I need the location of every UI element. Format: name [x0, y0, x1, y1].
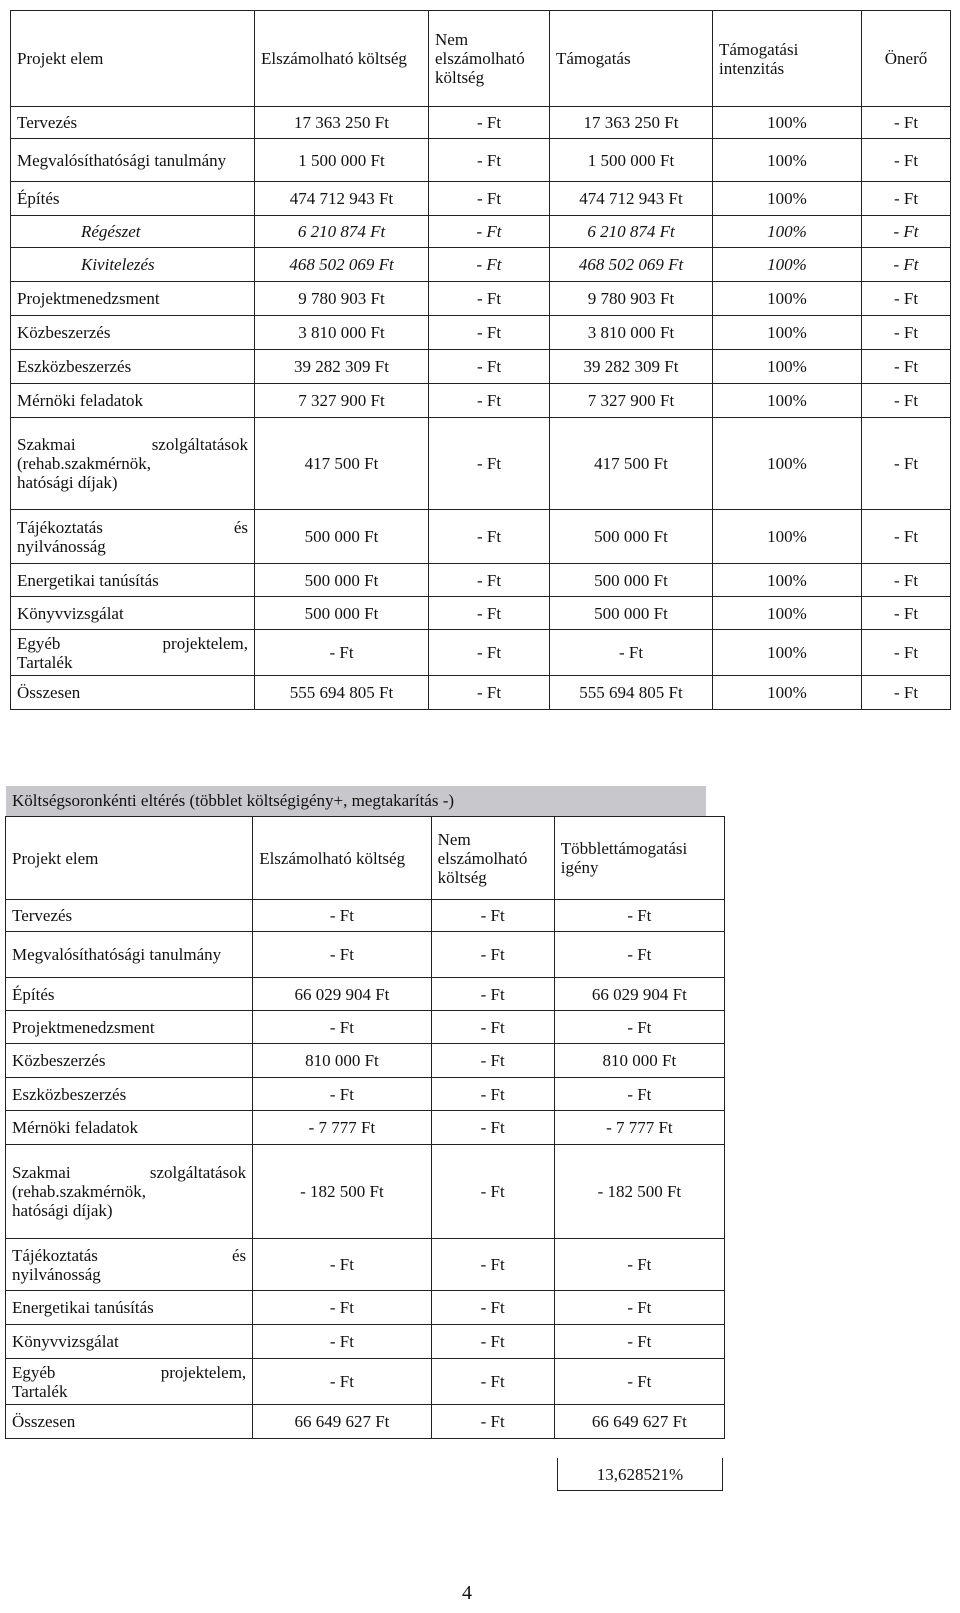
cell-elszamolhato: - Ft [253, 1291, 431, 1325]
cell-tamogatas: 555 694 805 Ft [550, 676, 713, 710]
row-label [11, 510, 255, 564]
support-percentage: 13,628521% [557, 1458, 723, 1491]
cell-nem-elszamolhato: - Ft [429, 676, 550, 710]
cell-nem-elszamolhato: - Ft [429, 597, 550, 630]
cell-nem-elszamolhato: - Ft [429, 182, 550, 216]
cell-onero: - Ft [862, 248, 951, 282]
table-row [11, 248, 951, 282]
cell-tamogatas: 468 502 069 Ft [550, 248, 713, 282]
cell-tobblettamogatas: 66 649 627 Ft [554, 1405, 724, 1439]
row-label: Energetikai tanúsítás [6, 1291, 253, 1325]
cell-elszamolhato: - Ft [253, 1011, 431, 1044]
cell-tamogatas: 1 500 000 Ft [550, 139, 713, 182]
cell-elszamolhato: 7 327 900 Ft [255, 384, 429, 418]
label-part: (rehab.szakmérnök, [17, 454, 152, 473]
row-label: Könyvvizsgálat [6, 1325, 253, 1359]
cell-onero: - Ft [862, 510, 951, 564]
table-row [6, 932, 725, 978]
label-part: hatósági díjak) [17, 473, 118, 492]
table-row [11, 216, 951, 248]
cell-intenzitas: 100% [713, 597, 862, 630]
cell-nem-elszamolhato: - Ft [429, 216, 550, 248]
cell-elszamolhato: - Ft [255, 630, 429, 676]
cell-elszamolhato: 468 502 069 Ft [255, 248, 429, 282]
row-label: Közbeszerzés [6, 1044, 253, 1078]
cell-tobblettamogatas: - 7 777 Ft [554, 1111, 724, 1145]
cell-tamogatas: 7 327 900 Ft [550, 384, 713, 418]
cell-tobblettamogatas: 810 000 Ft [554, 1044, 724, 1078]
cell-elszamolhato: - 182 500 Ft [253, 1145, 431, 1239]
table-row [11, 418, 951, 510]
table-row [6, 1011, 725, 1044]
cell-onero: - Ft [862, 182, 951, 216]
row-label: Tervezés [6, 900, 253, 932]
cell-nem-elszamolhato: - Ft [429, 350, 550, 384]
cell-elszamolhato: 1 500 000 Ft [255, 139, 429, 182]
table-row [11, 282, 951, 316]
header-intenzitas: Támogatási intenzitás [713, 11, 862, 107]
cell-tamogatas: 17 363 250 Ft [550, 107, 713, 139]
row-label: Összesen [11, 676, 255, 710]
table-row [6, 900, 725, 932]
row-label [11, 418, 255, 510]
cell-intenzitas: 100% [713, 248, 862, 282]
cell-onero: - Ft [862, 418, 951, 510]
table-row [11, 107, 951, 139]
cell-tamogatas: 6 210 874 Ft [550, 216, 713, 248]
cell-intenzitas: 100% [713, 564, 862, 597]
cell-elszamolhato: 17 363 250 Ft [255, 107, 429, 139]
cell-intenzitas: 100% [713, 676, 862, 710]
cell-onero: - Ft [862, 384, 951, 418]
cell-onero: - Ft [862, 630, 951, 676]
cell-nem-elszamolhato: - Ft [429, 510, 550, 564]
cell-elszamolhato: 9 780 903 Ft [255, 282, 429, 316]
row-label: Megvalósíthatósági tanulmány [11, 139, 255, 182]
label-part: hatósági díjak) [12, 1201, 113, 1220]
cell-intenzitas: 100% [713, 182, 862, 216]
cell-intenzitas: 100% [713, 282, 862, 316]
row-label: Régészet [11, 216, 255, 248]
label-part: (rehab.szakmérnök, [12, 1182, 147, 1201]
header-projekt-elem: Projekt elem [6, 817, 253, 900]
label-part: nyilvánosság [12, 1264, 101, 1284]
cell-elszamolhato: 500 000 Ft [255, 564, 429, 597]
table-row [6, 1325, 725, 1359]
cell-nem-elszamolhato: - Ft [431, 1239, 554, 1291]
cell-elszamolhato: - Ft [253, 932, 431, 978]
cell-tamogatas: - Ft [550, 630, 713, 676]
cell-elszamolhato: - 7 777 Ft [253, 1111, 431, 1145]
cell-onero: - Ft [862, 564, 951, 597]
cell-onero: - Ft [862, 107, 951, 139]
cell-nem-elszamolhato: - Ft [431, 1359, 554, 1405]
cell-tamogatas: 417 500 Ft [550, 418, 713, 510]
row-label: Megvalósíthatósági tanulmány [6, 932, 253, 978]
cell-nem-elszamolhato: - Ft [431, 932, 554, 978]
table-row [11, 139, 951, 182]
label-part: Tartalék [12, 1381, 68, 1401]
table-row [11, 384, 951, 418]
table-row [6, 1145, 725, 1239]
cell-nem-elszamolhato: - Ft [431, 1291, 554, 1325]
cell-nem-elszamolhato: - Ft [431, 978, 554, 1011]
header-nem-elszamolhato: Nem elszámolható költség [431, 817, 554, 900]
cell-elszamolhato: 474 712 943 Ft [255, 182, 429, 216]
cell-tamogatas: 39 282 309 Ft [550, 350, 713, 384]
cell-nem-elszamolhato: - Ft [429, 282, 550, 316]
label-part: Szakmai [12, 1163, 71, 1182]
cell-elszamolhato: 6 210 874 Ft [255, 216, 429, 248]
row-label [6, 1239, 253, 1291]
cell-tamogatas: 3 810 000 Ft [550, 316, 713, 350]
cell-intenzitas: 100% [713, 384, 862, 418]
cell-elszamolhato: - Ft [253, 1359, 431, 1405]
cell-elszamolhato: 66 029 904 Ft [253, 978, 431, 1011]
table-header-row [6, 817, 725, 900]
cell-tobblettamogatas: - Ft [554, 1291, 724, 1325]
table-row [11, 316, 951, 350]
row-label: Mérnöki feladatok [6, 1111, 253, 1145]
row-label [6, 1145, 253, 1239]
row-label: Eszközbeszerzés [11, 350, 255, 384]
table-row [11, 510, 951, 564]
row-label: Összesen [6, 1405, 253, 1439]
cell-tobblettamogatas: - Ft [554, 1011, 724, 1044]
cell-nem-elszamolhato: - Ft [429, 384, 550, 418]
row-label [6, 1359, 253, 1405]
header-onero: Önerő [862, 11, 951, 107]
table-caption: Költségsoronkénti eltérés (többlet költségigény+, megtakarítás -) [6, 786, 706, 816]
header-tobblettamogatas: Többlettámogatási igény [554, 817, 724, 900]
table-row [6, 1078, 725, 1111]
label-part: Egyéb [12, 1362, 56, 1382]
row-label: Energetikai tanúsítás [11, 564, 255, 597]
cell-nem-elszamolhato: - Ft [431, 900, 554, 932]
header-elszamolhato: Elszámolható költség [255, 11, 429, 107]
header-tamogatas: Támogatás [550, 11, 713, 107]
table-row [11, 182, 951, 216]
cell-elszamolhato: - Ft [253, 900, 431, 932]
label-part: és [233, 517, 248, 537]
deviation-table [5, 816, 725, 1439]
cell-tobblettamogatas: - Ft [554, 1078, 724, 1111]
row-label: Projektmenedzsment [11, 282, 255, 316]
label-part: Tartalék [17, 652, 73, 672]
cell-elszamolhato: - Ft [253, 1325, 431, 1359]
cell-onero: - Ft [862, 216, 951, 248]
table-row [6, 1044, 725, 1078]
table-row [6, 1239, 725, 1291]
cell-elszamolhato: - Ft [253, 1078, 431, 1111]
cell-nem-elszamolhato: - Ft [431, 1405, 554, 1439]
cell-onero: - Ft [862, 350, 951, 384]
cell-onero: - Ft [862, 139, 951, 182]
cell-tamogatas: 500 000 Ft [550, 564, 713, 597]
cell-nem-elszamolhato: - Ft [429, 248, 550, 282]
cell-nem-elszamolhato: - Ft [429, 418, 550, 510]
row-label: Tervezés [11, 107, 255, 139]
label-part: Egyéb [17, 633, 61, 653]
table-row [6, 978, 725, 1011]
header-projekt-elem: Projekt elem [11, 11, 255, 107]
cell-tobblettamogatas: - Ft [554, 1239, 724, 1291]
table-header-row [11, 11, 951, 107]
row-label: Eszközbeszerzés [6, 1078, 253, 1111]
cell-elszamolhato: - Ft [253, 1239, 431, 1291]
label-part: Tájékoztatás [12, 1245, 98, 1265]
cell-tobblettamogatas: 66 029 904 Ft [554, 978, 724, 1011]
table-row [11, 350, 951, 384]
label-part: és [232, 1245, 247, 1265]
cell-elszamolhato: 3 810 000 Ft [255, 316, 429, 350]
cell-tobblettamogatas: - Ft [554, 900, 724, 932]
cell-elszamolhato: 417 500 Ft [255, 418, 429, 510]
cell-elszamolhato: 555 694 805 Ft [255, 676, 429, 710]
cell-onero: - Ft [862, 597, 951, 630]
cell-tamogatas: 500 000 Ft [550, 510, 713, 564]
cell-intenzitas: 100% [713, 316, 862, 350]
row-label: Projektmenedzsment [6, 1011, 253, 1044]
cell-nem-elszamolhato: - Ft [429, 564, 550, 597]
table-row [11, 564, 951, 597]
cell-intenzitas: 100% [713, 630, 862, 676]
cell-nem-elszamolhato: - Ft [431, 1111, 554, 1145]
table-row [11, 630, 951, 676]
row-label: Építés [6, 978, 253, 1011]
label-part: Szakmai [17, 435, 76, 454]
label-part: nyilvánosság [17, 536, 106, 556]
budget-table [10, 10, 951, 710]
cell-onero: - Ft [862, 316, 951, 350]
cell-tobblettamogatas: - Ft [554, 932, 724, 978]
cell-elszamolhato: 810 000 Ft [253, 1044, 431, 1078]
cell-intenzitas: 100% [713, 216, 862, 248]
cell-elszamolhato: 66 649 627 Ft [253, 1405, 431, 1439]
table-row [6, 1111, 725, 1145]
cell-nem-elszamolhato: - Ft [431, 1011, 554, 1044]
label-part: projektelem, [160, 1362, 247, 1382]
cell-tobblettamogatas: - 182 500 Ft [554, 1145, 724, 1239]
cell-tamogatas: 500 000 Ft [550, 597, 713, 630]
row-label [11, 630, 255, 676]
cell-tobblettamogatas: - Ft [554, 1325, 724, 1359]
row-label: Közbeszerzés [11, 316, 255, 350]
row-label: Építés [11, 182, 255, 216]
row-label: Mérnöki feladatok [11, 384, 255, 418]
cell-nem-elszamolhato: - Ft [429, 316, 550, 350]
cell-tamogatas: 9 780 903 Ft [550, 282, 713, 316]
header-nem-elszamolhato: Nem elszámolható költség [429, 11, 550, 107]
header-elszamolhato: Elszámolható költség [253, 817, 431, 900]
cell-nem-elszamolhato: - Ft [431, 1078, 554, 1111]
cell-elszamolhato: 500 000 Ft [255, 510, 429, 564]
cell-nem-elszamolhato: - Ft [431, 1044, 554, 1078]
row-label: Kivitelezés [11, 248, 255, 282]
cell-nem-elszamolhato: - Ft [431, 1325, 554, 1359]
label-part: szolgáltatások [149, 1163, 247, 1182]
table-total-row [6, 1405, 725, 1439]
cell-intenzitas: 100% [713, 510, 862, 564]
cell-nem-elszamolhato: - Ft [429, 139, 550, 182]
cell-nem-elszamolhato: - Ft [429, 630, 550, 676]
cell-intenzitas: 100% [713, 107, 862, 139]
label-part: projektelem, [162, 633, 248, 653]
cell-nem-elszamolhato: - Ft [431, 1145, 554, 1239]
page-number: 4 [462, 1582, 472, 1604]
cell-onero: - Ft [862, 282, 951, 316]
table-row [6, 1359, 725, 1405]
cell-tamogatas: 474 712 943 Ft [550, 182, 713, 216]
table-row [11, 597, 951, 630]
cell-elszamolhato: 39 282 309 Ft [255, 350, 429, 384]
label-part: szolgáltatások [151, 435, 248, 454]
row-label: Könyvvizsgálat [11, 597, 255, 630]
table-row [6, 1291, 725, 1325]
cell-intenzitas: 100% [713, 139, 862, 182]
table-total-row [11, 676, 951, 710]
cell-intenzitas: 100% [713, 350, 862, 384]
cell-tobblettamogatas: - Ft [554, 1359, 724, 1405]
cell-elszamolhato: 500 000 Ft [255, 597, 429, 630]
label-part: Tájékoztatás [17, 517, 103, 537]
cell-onero: - Ft [862, 676, 951, 710]
cell-nem-elszamolhato: - Ft [429, 107, 550, 139]
cell-intenzitas: 100% [713, 418, 862, 510]
